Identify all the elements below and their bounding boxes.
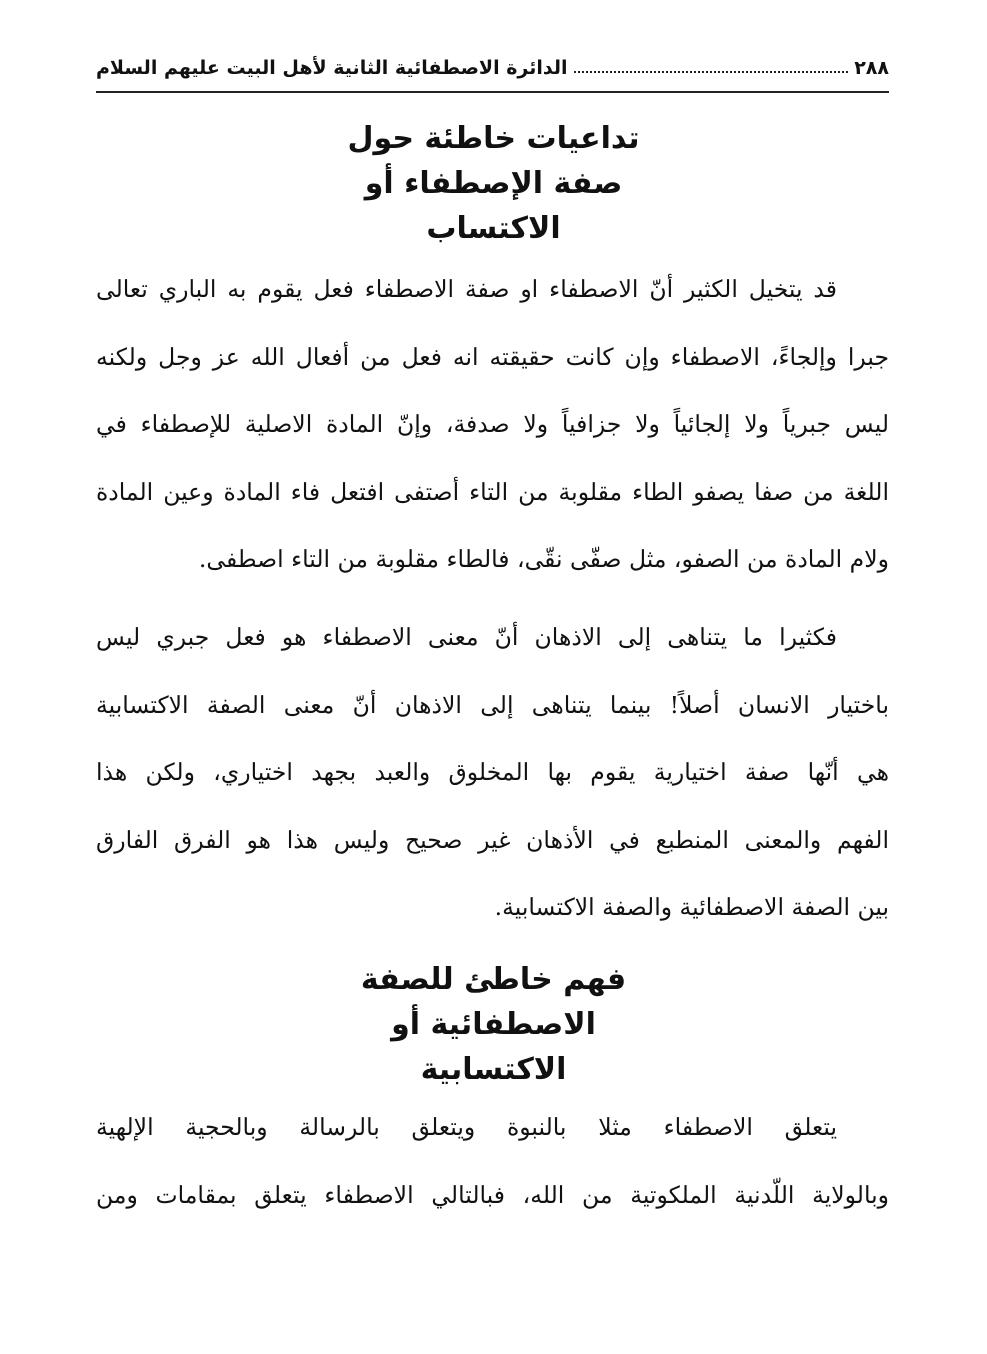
paragraph-line: اللغة من صفا يصفو الطاء مقلوبة من التاء أصتفى افتعل فاء المادة وعين المادة	[96, 477, 889, 506]
paragraph-line: فكثيرا ما يتناهى إلى الاذهان أنّ معنى الاصطفاء هو فعل جبري ليس	[96, 623, 837, 651]
running-header	[96, 50, 889, 86]
heading-line: الاصطفائية أو	[391, 1007, 596, 1042]
paragraph-line: ليس جبرياً ولا إلجائياً ولا جزافياً ولا صدفة، وإنّ المادة الاصلية للإصطفاء في	[96, 410, 889, 438]
paragraph-line: باختيار الانسان أصلاً! بينما يتناهى إلى الاذهان أنّ معنى الصفة الاكتسابية	[96, 690, 889, 719]
paragraph-line: يتعلق الاصطفاء مثلا بالنبوة ويتعلق بالرسالة وبالحجية الإلهية	[96, 1113, 837, 1141]
paragraph-line: جبرا وإلجاءً، الاصطفاء وإن كانت حقيقته انه فعل من أفعال الله عز وجل ولكنه	[96, 342, 889, 371]
header-rule	[96, 91, 889, 93]
paragraph-3	[96, 1094, 889, 1229]
section-heading-misunderstanding	[200, 957, 787, 1092]
running-header-title: الدائرة الاصطفائية الثانية لأهل البيت عليهم السلام	[96, 57, 568, 79]
dotted-leader	[574, 71, 849, 73]
paragraph-2	[96, 604, 889, 942]
heading-line: الاكتسابية	[420, 1052, 567, 1087]
paragraph-line: ولام المادة من الصفو، مثل صفّى نقّى، فالطاء مقلوبة من التاء اصطفى.	[198, 545, 889, 573]
heading-line: فهم خاطئ للصفة	[360, 962, 627, 997]
page-number: ٢٨٨	[854, 57, 889, 79]
heading-line: تداعيات خاطئة حول	[347, 121, 640, 156]
heading-line: صفة الإصطفاء أو	[364, 166, 623, 201]
paragraph-1	[96, 256, 889, 594]
section-heading-misconceptions	[200, 116, 787, 251]
paragraph-line: هي أنّها صفة اختيارية يقوم بها المخلوق والعبد بجهد اختياري، ولكن هذا	[96, 758, 889, 786]
paragraph-line: قد يتخيل الكثير أنّ الاصطفاء او صفة الاصطفاء فعل يقوم به الباري تعالى	[96, 275, 837, 303]
heading-line: الاكتساب	[426, 211, 561, 246]
paragraph-line: بين الصفة الاصطفائية والصفة الاكتسابية.	[494, 893, 889, 921]
paragraph-line: الفهم والمعنى المنطبع في الأذهان غير صحيح وليس هذا هو الفرق الفارق	[96, 825, 889, 854]
paragraph-line: وبالولاية اللّدنية الملكوتية من الله، فبالتالي الاصطفاء يتعلق بمقامات ومن	[96, 1180, 889, 1209]
